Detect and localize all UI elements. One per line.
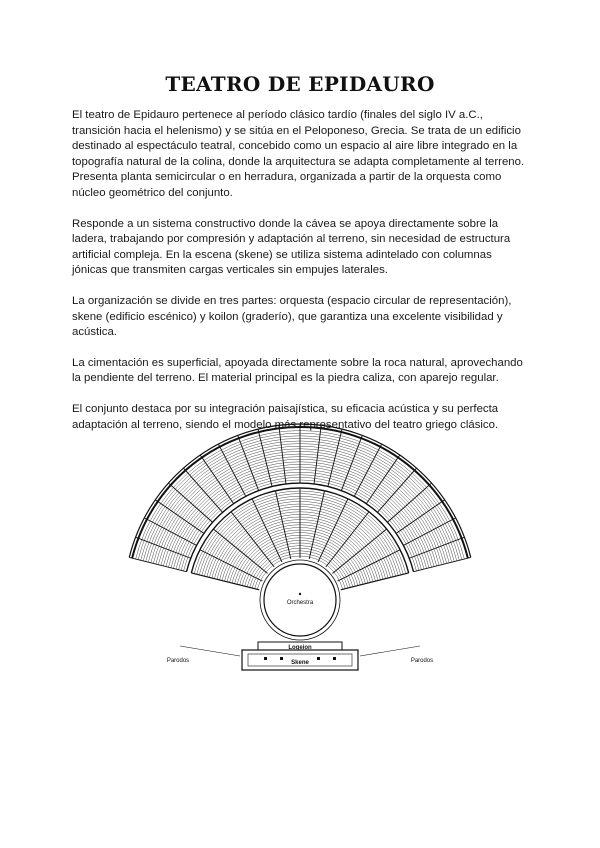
cavea-seating-lines [129,424,471,640]
logeion-label: Logeion [288,645,312,651]
paragraph-2: Responde a un sistema constructivo donde la cávea se apoya directamente sobre la ladera, trabajando por compresión y adaptación al terreno, sin necesidad de estructura artificial compleja. En la escena (skene) se utiliza sistema adintelado con columnas jónicas que transmiten cargas verticales sin empujes laterales. [72,217,511,277]
orchestra-label: Orchestra [286,600,314,606]
parodos-left-label: Parodos [166,658,190,664]
document-body [72,108,528,448]
parodos-right-label: Parodos [410,658,434,664]
paragraph-1: El teatro de Epidauro pertenece al período clásico tardío (finales del siglo IV a.C., transición hacia el helenismo) y se sitúa en el Peloponeso, Grecia. Se trata de un edificio destinado al espectáculo teatral, concebido como un espacio al aire libre integrado en la topografía natural de la colina, donde la arquitectura se adapta completamente al terreno. Presenta planta semicircular o en herradura, organizada a partir de la orquesta como núcleo geométrico del conjunto. [72,109,525,199]
page-title: TEATRO DE EPIDAURO [165,72,435,96]
theatre-plan-diagram [120,420,480,685]
skene-label: Skene [291,660,309,666]
paragraph-4: La cimentación es superficial, apoyada directamente sobre la roca natural, aprovechando la pendiente del terreno. El material principal es la piedra caliza, con aparejo regular. [72,356,523,385]
paragraph-5: El conjunto destaca por su integración paisajística, su eficacia acústica y su perfecta adaptación al terreno, siendo el modelo más representativo del teatro griego clásico. [72,402,499,431]
paragraph-3: La organización se divide en tres partes: orquesta (espacio circular de representación), skene (edificio escénico) y koilon (graderío), que garantiza una excelente visibilidad y acústica. [72,294,512,339]
